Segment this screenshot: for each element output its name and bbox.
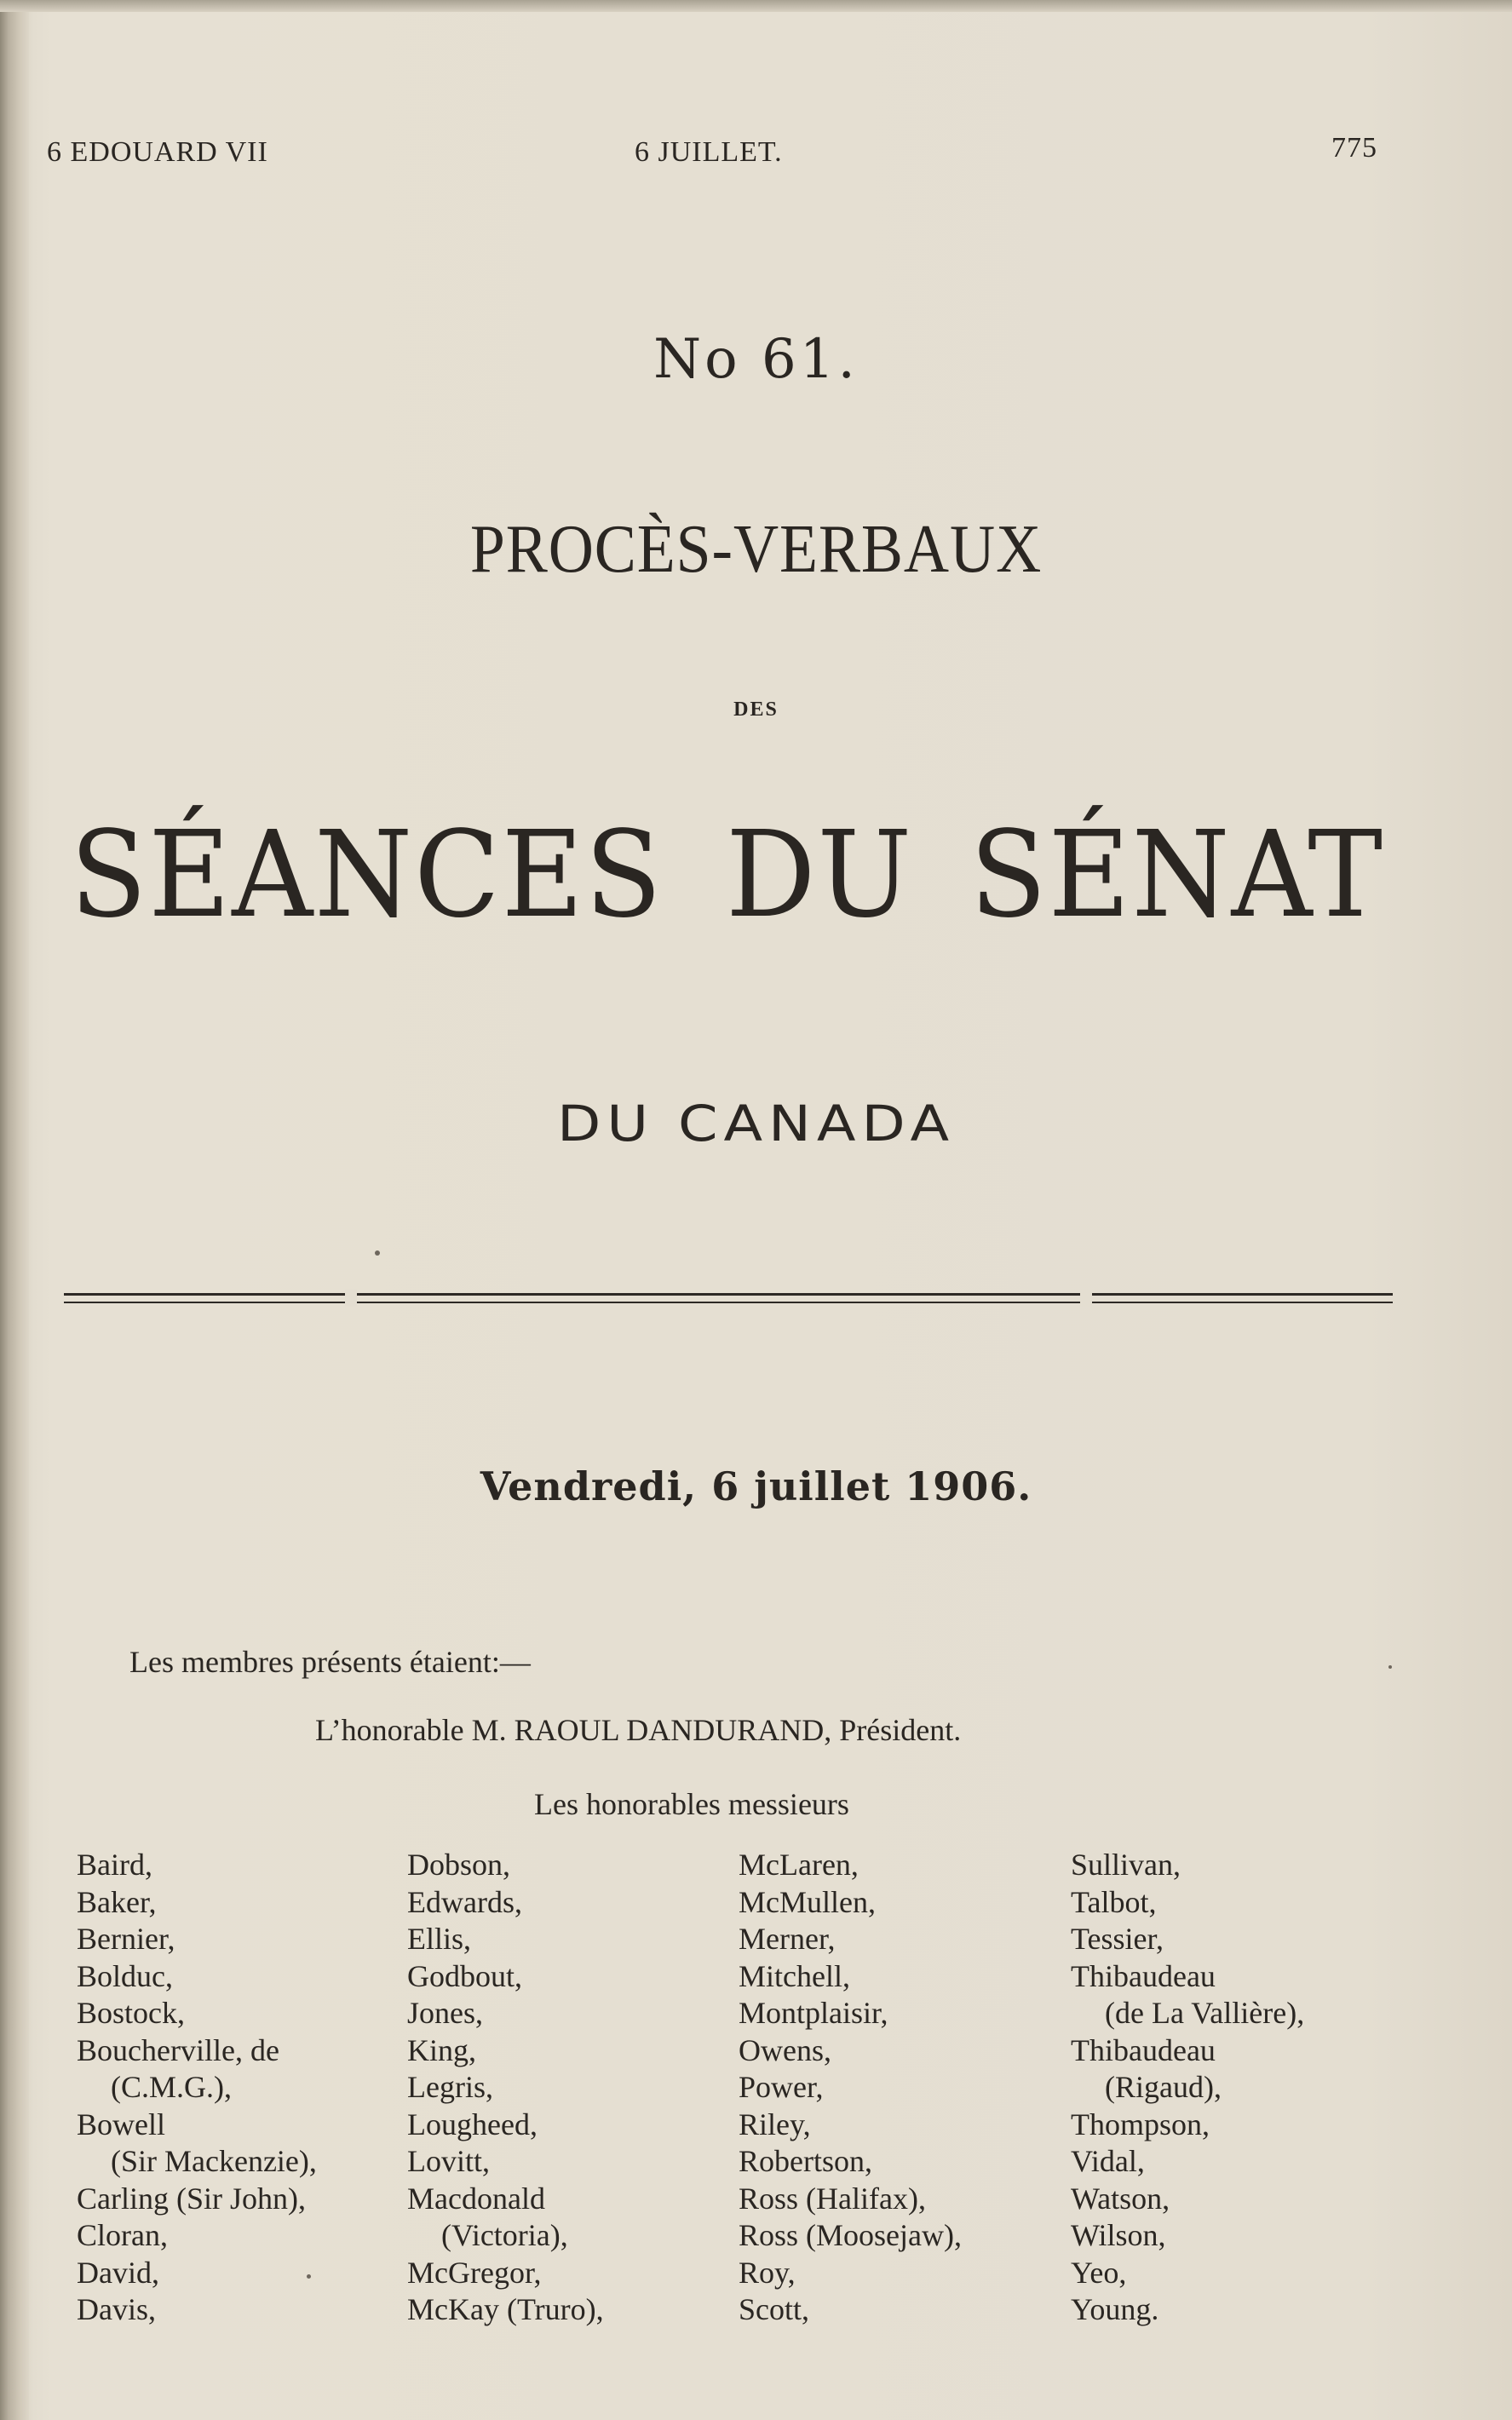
- member-name: (C.M.G.),: [111, 2070, 232, 2104]
- member-name: Lovitt,: [407, 2144, 490, 2178]
- members-column: [1071, 1847, 1304, 2329]
- paper-speck: [307, 2274, 311, 2279]
- member-name: Bernier,: [77, 1922, 175, 1956]
- member-name: Jones,: [407, 1996, 483, 2030]
- rule-break: [345, 1290, 357, 1307]
- honorables-heading: Les honorables messieurs: [534, 1787, 849, 1821]
- paper-speck: [375, 1250, 380, 1256]
- member-name: McLaren,: [739, 1848, 859, 1882]
- member-name: Owens,: [739, 2032, 831, 2067]
- member-name: Ross (Moosejaw),: [739, 2218, 962, 2252]
- member-name: Bostock,: [77, 1996, 186, 2030]
- members-intro: Les membres présents étaient:—: [129, 1645, 531, 1679]
- member-name: McKay (Truro),: [407, 2292, 604, 2326]
- member-name: Talbot,: [1071, 1884, 1157, 1919]
- member-name: Macdonald: [407, 2181, 545, 2216]
- member-name: Tessier,: [1071, 1922, 1164, 1956]
- member-name: Dobson,: [407, 1848, 511, 1882]
- member-name: Carling (Sir John),: [77, 2181, 306, 2216]
- title-word: DU: [725, 806, 913, 945]
- member-name: Legris,: [407, 2070, 493, 2104]
- member-name: Power,: [739, 2070, 824, 2104]
- members-column: [77, 1847, 317, 2329]
- member-name: Mitchell,: [739, 1958, 850, 1993]
- member-name: Thibaudeau: [1071, 2032, 1216, 2067]
- running-header-date: 6 JUILLET.: [635, 136, 783, 168]
- member-name: (Rigaud),: [1105, 2070, 1222, 2104]
- title-word: SÉANCES: [70, 806, 664, 945]
- member-name: (Sir Mackenzie),: [111, 2144, 317, 2178]
- member-name: Vidal,: [1071, 2144, 1145, 2178]
- member-name: Bolduc,: [77, 1958, 173, 1993]
- member-name: Ross (Halifax),: [739, 2181, 926, 2216]
- member-name: Watson,: [1071, 2181, 1170, 2216]
- member-name: Davis,: [77, 2292, 156, 2326]
- document-number: No 61.: [653, 328, 859, 391]
- title-seances-du-senat: [51, 806, 1397, 945]
- double-rule-bottom: [64, 1302, 1393, 1303]
- member-name: Cloran,: [77, 2218, 168, 2252]
- running-header-left: 6 EDOUARD VII: [47, 136, 268, 168]
- member-name: Boucherville, de: [77, 2032, 279, 2067]
- member-name: David,: [77, 2255, 159, 2290]
- member-name: Thibaudeau: [1071, 1958, 1216, 1993]
- title-word: SÉNAT: [969, 806, 1384, 945]
- members-column: [407, 1847, 604, 2329]
- title-proces-verbaux: PROCÈS-VERBAUX: [469, 512, 1043, 587]
- member-name: Edwards,: [407, 1884, 522, 1919]
- page-number: 775: [1331, 132, 1377, 164]
- rule-break: [1080, 1290, 1092, 1307]
- member-name: Thompson,: [1071, 2107, 1210, 2141]
- member-name: Robertson,: [739, 2144, 872, 2178]
- member-name: Scott,: [739, 2292, 810, 2326]
- member-name: Bowell: [77, 2107, 165, 2141]
- paper-speck: [1388, 1665, 1392, 1669]
- member-name: Ellis,: [407, 1922, 472, 1956]
- double-rule-top: [64, 1293, 1393, 1296]
- member-name: (Victoria),: [441, 2218, 568, 2252]
- member-name: Baird,: [77, 1848, 152, 1882]
- member-name: Riley,: [739, 2107, 811, 2141]
- member-name: Wilson,: [1071, 2218, 1166, 2252]
- member-name: Baker,: [77, 1884, 157, 1919]
- member-name: Montplaisir,: [739, 1996, 888, 2030]
- sitting-date: Vendredi, 6 juillet 1906.: [480, 1463, 1032, 1509]
- title-du-canada: DU CANADA: [556, 1095, 956, 1153]
- member-name: Yeo,: [1071, 2255, 1127, 2290]
- member-name: Merner,: [739, 1922, 836, 1956]
- member-name: Godbout,: [407, 1958, 522, 1993]
- top-page-edge: [0, 0, 1512, 12]
- member-name: Lougheed,: [407, 2107, 538, 2141]
- member-name: Roy,: [739, 2255, 796, 2290]
- members-column: [739, 1847, 962, 2329]
- member-name: (de La Vallière),: [1105, 1996, 1305, 2030]
- member-name: McMullen,: [739, 1884, 876, 1919]
- member-name: King,: [407, 2032, 476, 2067]
- member-name: Young.: [1071, 2292, 1159, 2326]
- member-name: McGregor,: [407, 2255, 542, 2290]
- title-des: DES: [733, 698, 779, 721]
- member-name: Sullivan,: [1071, 1848, 1181, 1882]
- president-line: L’honorable M. RAOUL DANDURAND, Président.: [315, 1713, 962, 1747]
